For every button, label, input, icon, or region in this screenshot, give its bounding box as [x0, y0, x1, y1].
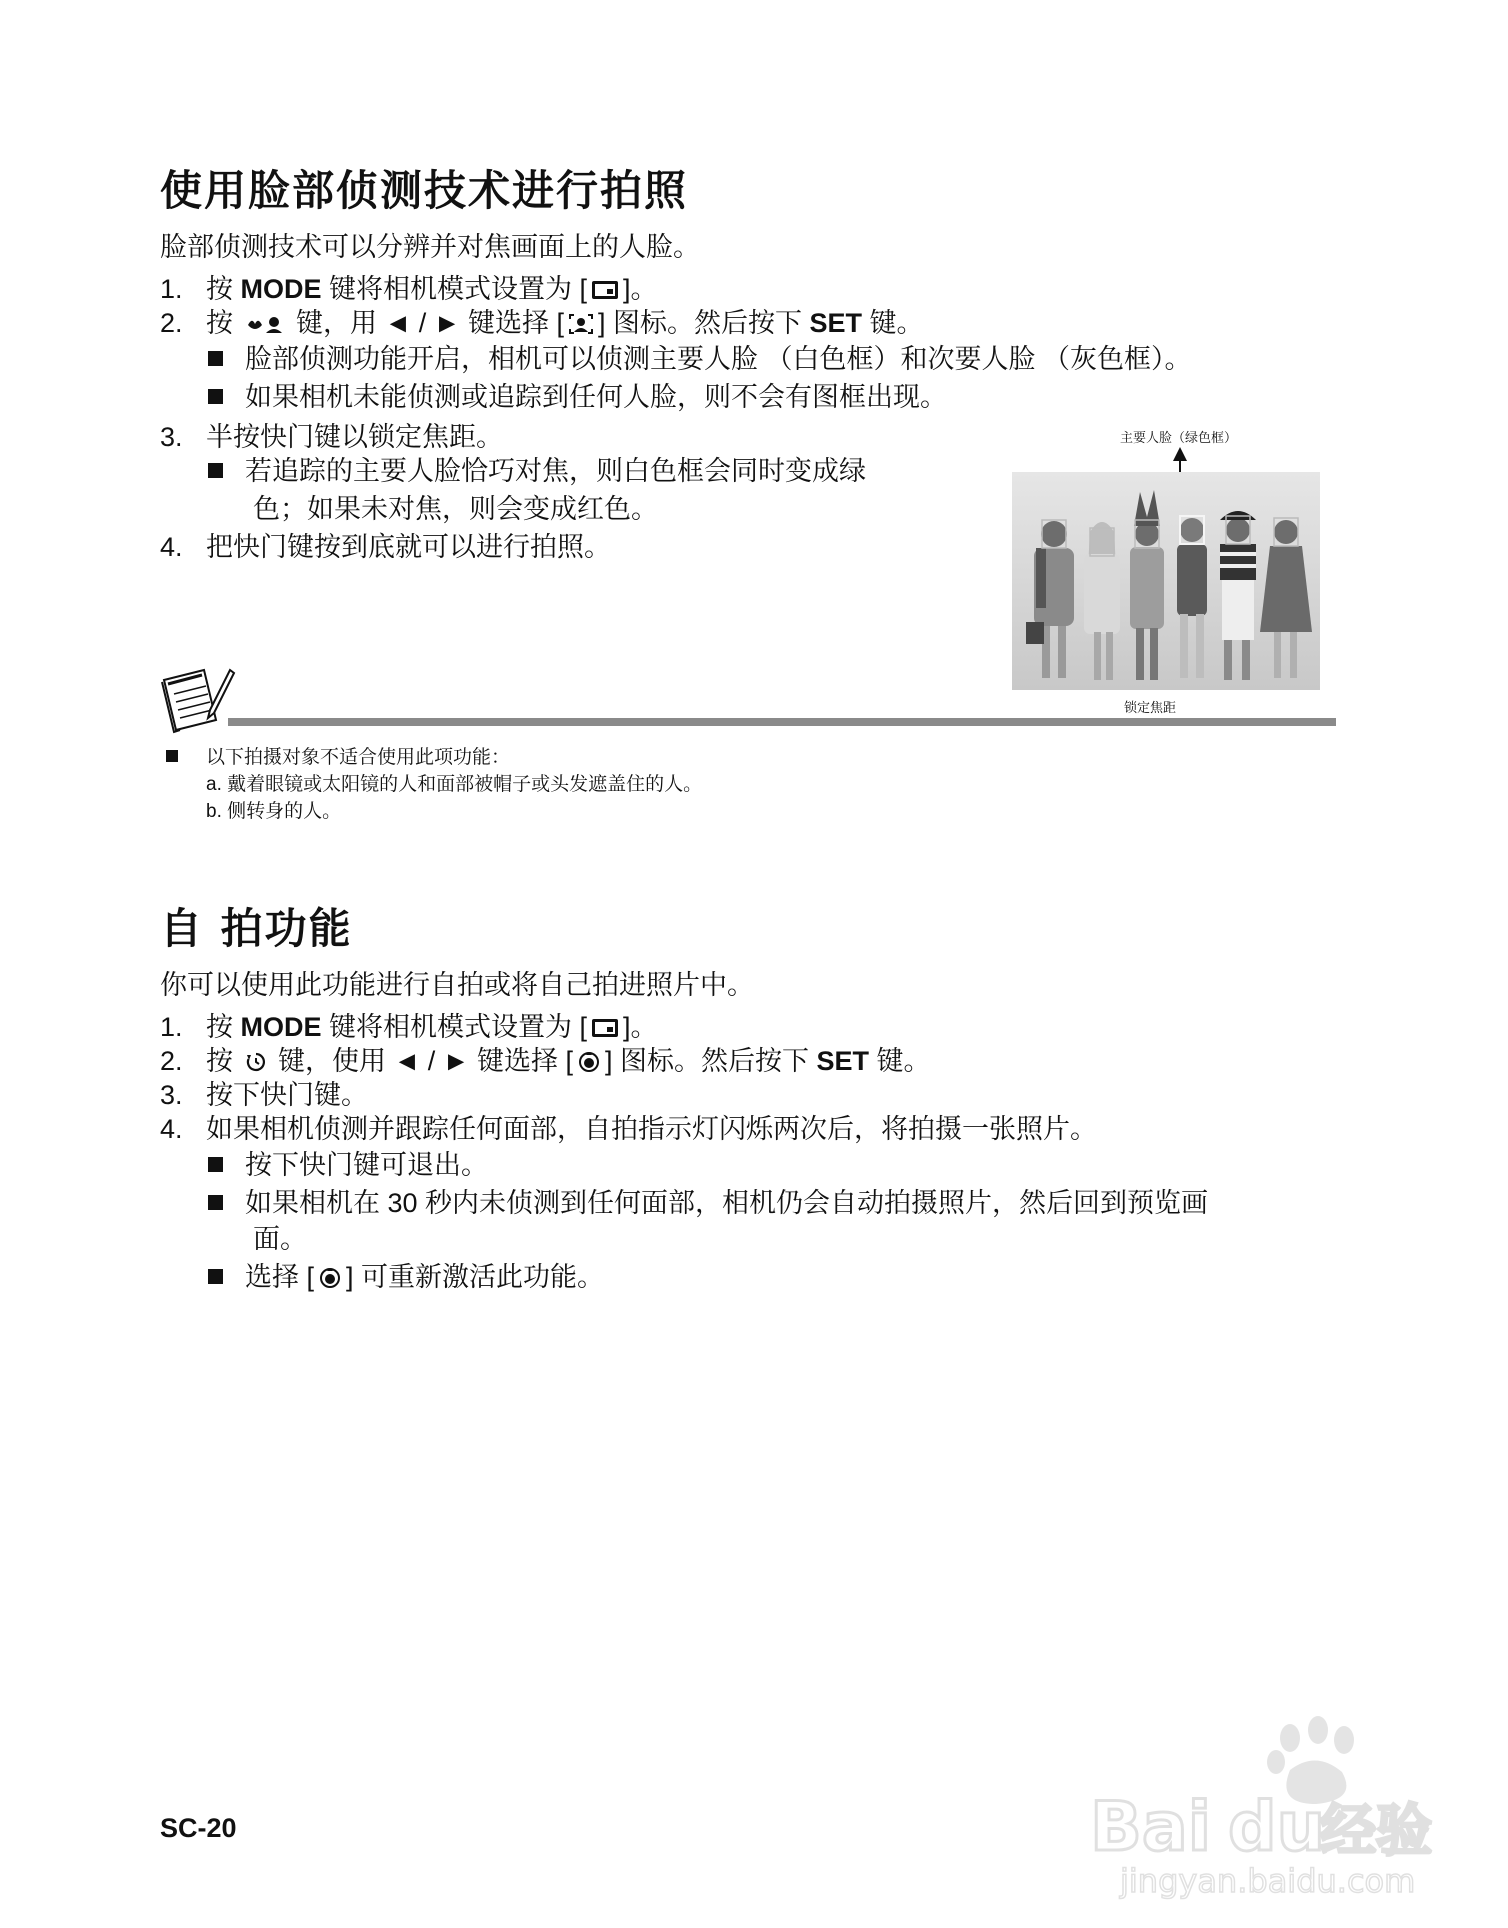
- bullet-focus-color: 若追踪的主要人脸恰巧对焦，则白色框会同时变成绿: [208, 454, 866, 488]
- face-macro-key-icon: [245, 309, 285, 343]
- face-detect-icon: [568, 309, 594, 343]
- bullet-square-icon: [208, 1157, 223, 1172]
- step-3: 3. 半按快门键以锁定焦距。: [160, 422, 503, 452]
- section2-intro: 你可以使用此功能进行自拍或将自己拍进照片中。: [160, 970, 754, 1000]
- section-title-face-detection: 使用脸部侦测技术进行拍照: [160, 166, 689, 215]
- s2-step-1: 1. 按 MODE 键将相机模式设置为 [ ]。: [160, 1010, 658, 1047]
- svg-text:jingyan.baidu.com: jingyan.baidu.com: [1120, 1862, 1416, 1900]
- camera-mode-icon: [591, 275, 619, 309]
- note-item-b: b. 侧转身的人。: [206, 801, 342, 822]
- s2-step-2: 2. 按 键，使用 ◄ / ► 键选择 [ ] 图标。然后按下 SET 键。: [160, 1044, 931, 1081]
- face-self-timer-icon: [577, 1047, 601, 1081]
- note-item-a: a. 戴着眼镜或太阳镜的人和面部被帽子或头发遮盖住的人。: [206, 774, 703, 795]
- note-heading: 以下拍摄对象不适合使用此项功能：: [166, 745, 510, 770]
- bullet-face-detect-on: 脸部侦测功能开启，相机可以侦测主要人脸 （白色框）和次要人脸 （灰色框）。: [208, 342, 1192, 376]
- svg-text:经验: 经验: [1320, 1799, 1432, 1864]
- baidu-watermark-logo: [1080, 1700, 1460, 1900]
- bullet-square-icon: [208, 1195, 223, 1210]
- step-4: 4. 把快门键按到底就可以进行拍照。: [160, 532, 611, 562]
- svg-text:Bai: Bai: [1090, 1788, 1212, 1867]
- bullet-no-frame: 如果相机未能侦测或追踪到任何人脸，则不会有图框出现。: [208, 380, 947, 414]
- bullet-square-icon: [208, 463, 223, 478]
- bullet-square-icon: [208, 1269, 223, 1284]
- s2-step-4: 4. 如果相机侦测并跟踪任何面部，自拍指示灯闪烁两次后，将拍摄一张照片。: [160, 1114, 1097, 1144]
- note-divider: [228, 718, 1336, 726]
- section-title-self-timer: 自 拍功能: [160, 904, 353, 953]
- self-timer-key-icon: [245, 1047, 267, 1081]
- bullet-square-icon: [208, 389, 223, 404]
- s2-bullet-exit: 按下快门键可退出。: [208, 1148, 488, 1182]
- bullet-square-icon: [208, 351, 223, 366]
- step-1: 1. 按 MODE 键将相机模式设置为 [ ]。: [160, 272, 658, 309]
- figure-label-focus-lock: 锁定焦距: [1124, 700, 1177, 715]
- page-number: SC-20: [160, 1813, 237, 1843]
- note-pad-icon: [158, 664, 236, 740]
- s2-step-3: 3. 按下快门键。: [160, 1080, 368, 1110]
- bullet-focus-color-cont: 色；如果未对焦，则会变成红色。: [253, 494, 658, 524]
- figure-label-main-face: 主要人脸（绿色框）: [1120, 430, 1238, 445]
- bullet-square-icon: [166, 750, 178, 762]
- s2-bullet-reactivate: 选择 [ ] 可重新激活此功能。: [208, 1260, 604, 1297]
- camera-mode-icon: [591, 1013, 619, 1047]
- s2-bullet-auto-shoot-cont: 面。: [253, 1224, 307, 1254]
- s2-bullet-auto-shoot: 如果相机在 30 秒内未侦测到任何面部，相机仍会自动拍摄照片，然后回到预览画: [208, 1186, 1208, 1220]
- children-photo: [1012, 472, 1320, 690]
- face-self-timer-icon: [318, 1263, 342, 1297]
- step-2: 2. 按 键，用 ◄ / ► 键选择 [ ] 图标。然后按下 SET 键。: [160, 306, 924, 343]
- section-intro: 脸部侦测技术可以分辨并对焦画面上的人脸。: [160, 232, 700, 262]
- svg-text:du: du: [1228, 1788, 1326, 1867]
